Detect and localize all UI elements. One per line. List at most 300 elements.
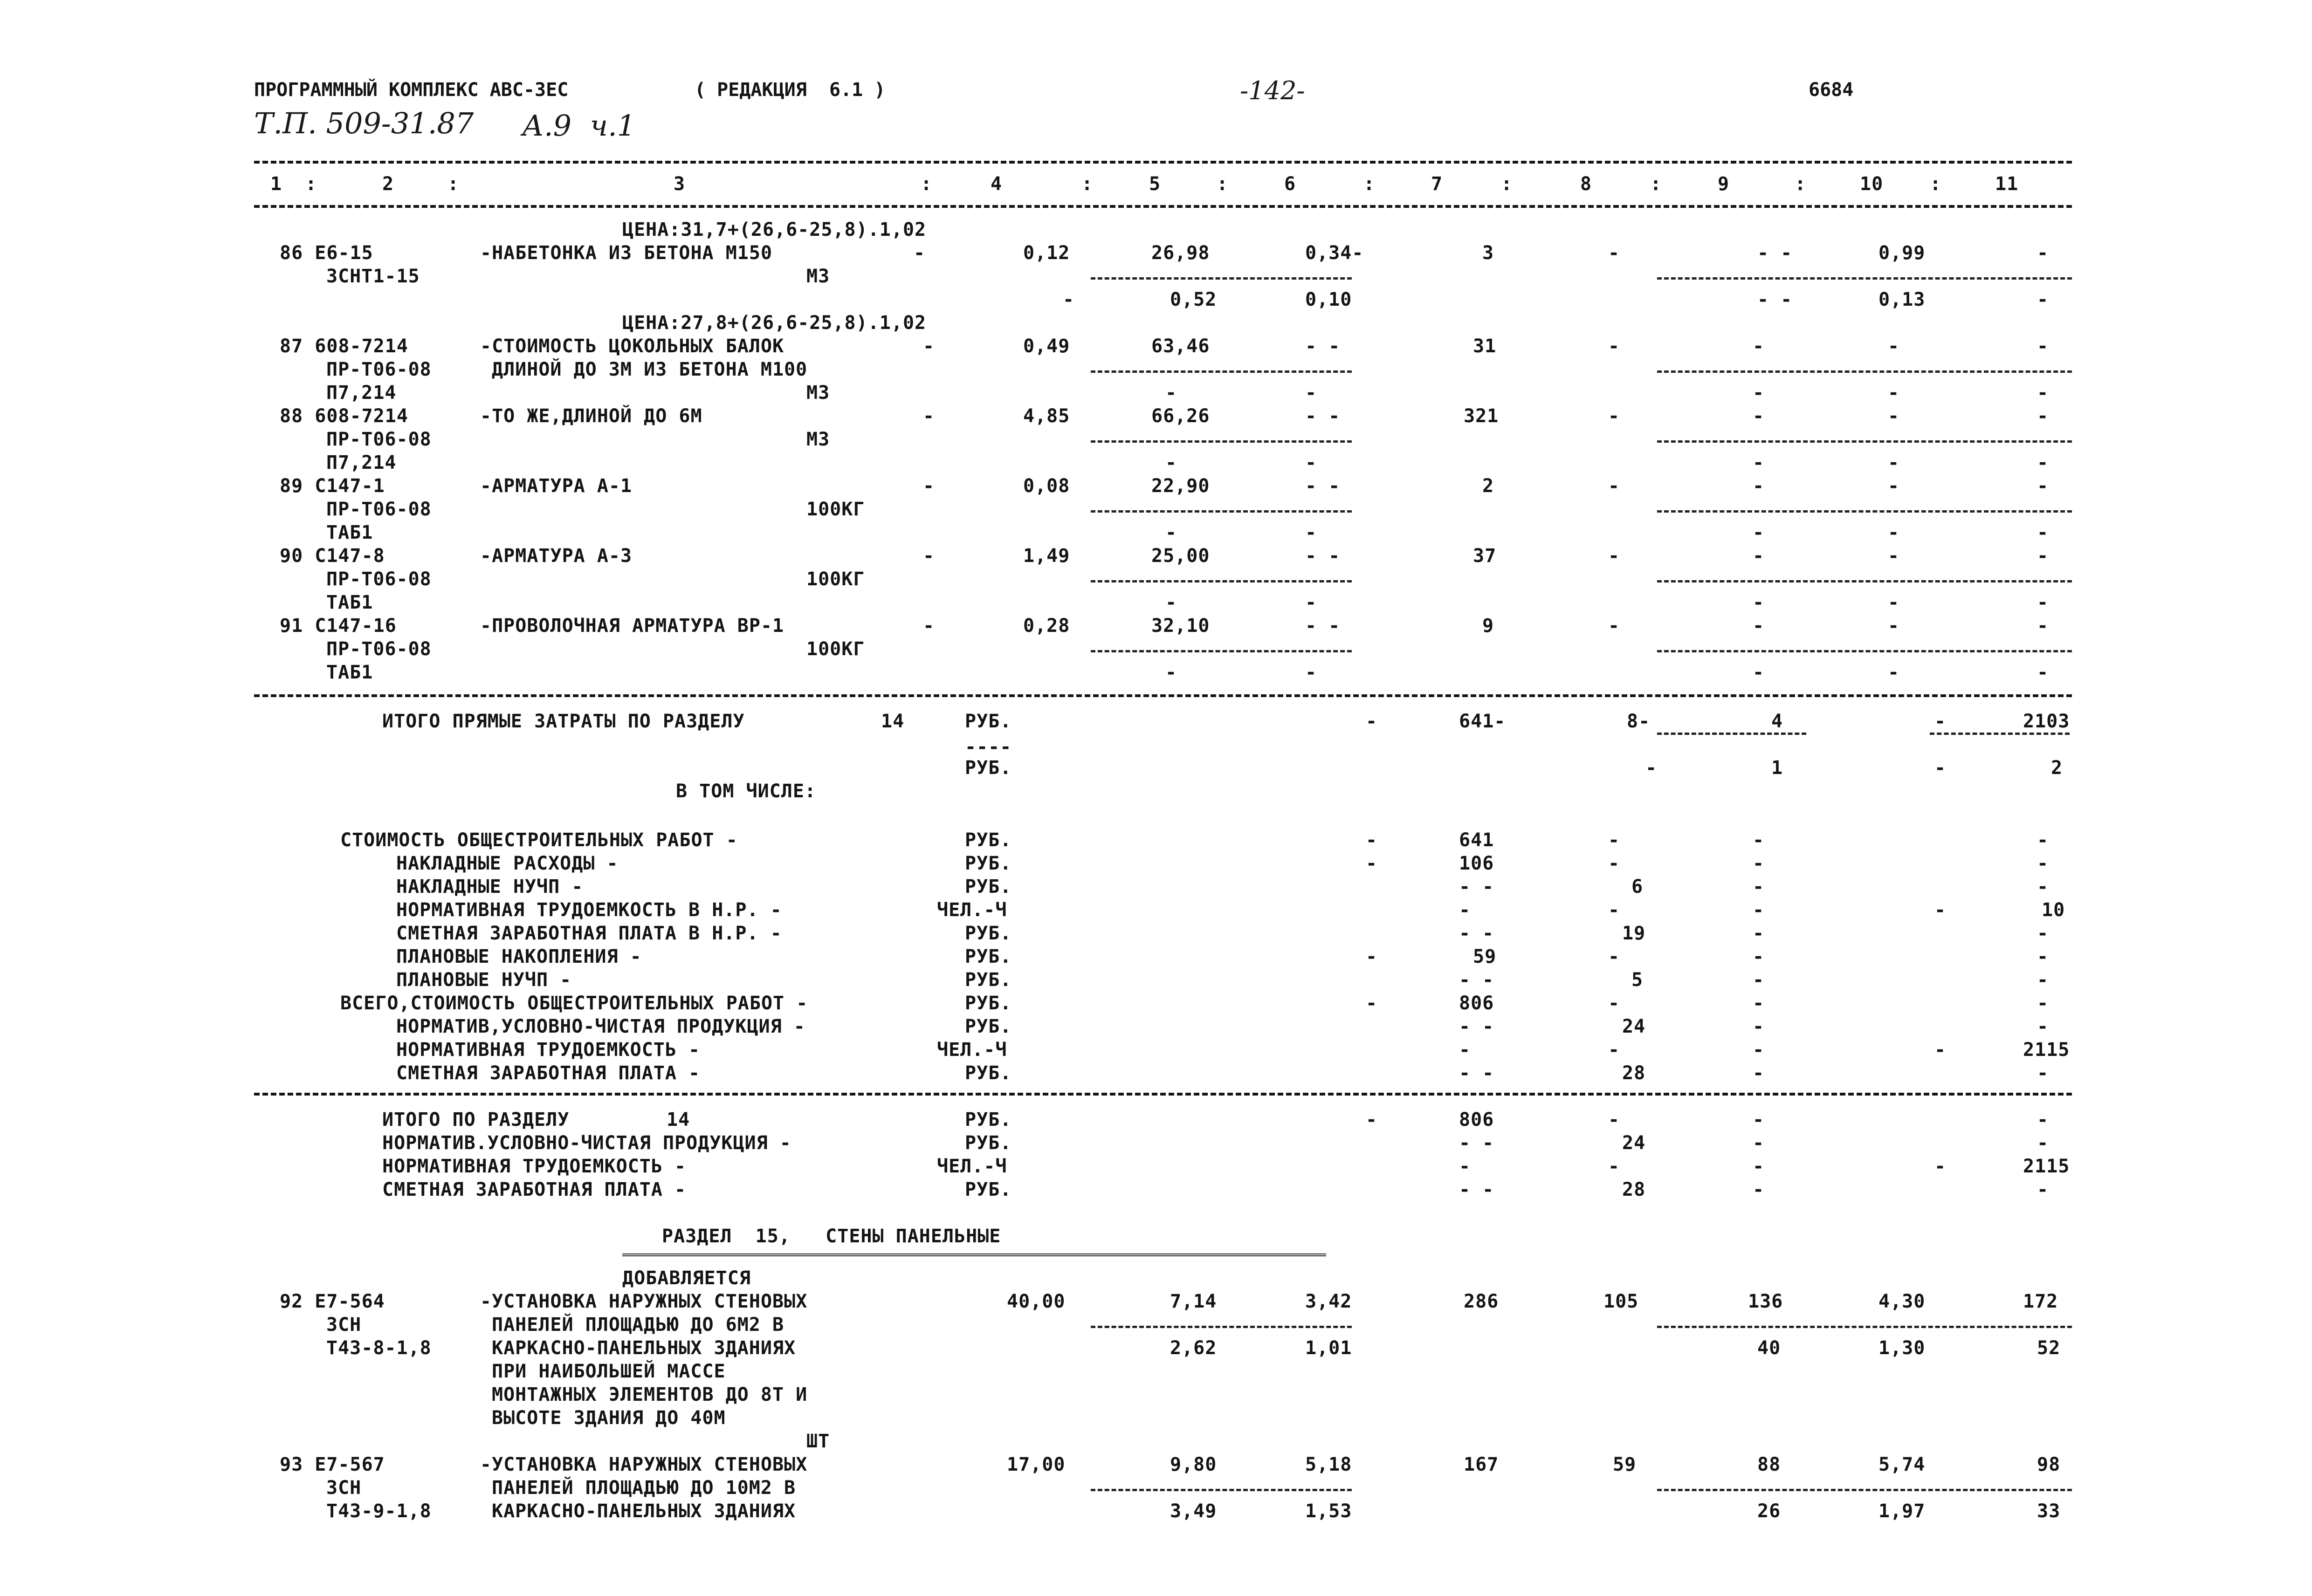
table-cell-r93a: 5,18	[1305, 1454, 1352, 1475]
table-cell-r89a: -АРМАТУРА А-1	[480, 475, 633, 497]
handwritten-project-number: Т.П. 509-31.87	[254, 106, 474, 140]
table-cell-i1: РУБ.	[965, 1109, 1012, 1130]
table-cell-s5: -	[2037, 923, 2049, 944]
table-cell-r92c: 1,01	[1305, 1337, 1352, 1359]
table-cell-r88b: ПР-Т06-08	[326, 429, 432, 450]
table-cell-r93a: 5,74	[1878, 1454, 1926, 1475]
table-cell-r86c: 0,52	[1170, 289, 1217, 310]
table-cell-r92a: 7,14	[1170, 1291, 1217, 1312]
table-cell-s6: -	[1366, 946, 1378, 967]
table-cell-r88c: П7,214	[326, 452, 397, 473]
table-cell-s8: -	[1753, 993, 1765, 1014]
table-cell-s10: -	[1934, 1039, 1947, 1061]
table-cell-r86c: 0,10	[1305, 289, 1352, 310]
table-cell-r86a: 0,34-	[1305, 242, 1364, 264]
table-cell-i2: -	[2037, 1132, 2049, 1154]
table-cell-r87c: -	[1888, 382, 1900, 404]
table-cell-r87a: -СТОИМОСТЬ ЦОКОЛЬНЫХ БАЛОК	[480, 336, 784, 357]
table-cell-r92g: ШТ	[806, 1431, 830, 1452]
table-cell-r87c: -	[1305, 382, 1317, 404]
table-cell-r93c: 1,53	[1305, 1500, 1352, 1522]
section-summary-rule	[254, 1093, 2072, 1096]
table-cell-r90a: 37	[1473, 545, 1497, 567]
table-cell-s1: -	[1753, 829, 1765, 851]
table-cell-i3: -	[1934, 1156, 1947, 1177]
table-cell-r92a: 92 Е7-564	[280, 1291, 385, 1312]
table-cell-r89a: 2	[1482, 475, 1494, 497]
table-cell-r89c: -	[1753, 522, 1765, 543]
table-cell-r86a: - -	[1757, 242, 1793, 264]
table-cell-r86a: -	[914, 242, 926, 264]
table-cell-r91c: -	[1888, 662, 1900, 683]
column-separator: :	[921, 173, 933, 195]
table-cell-s2: -	[2037, 853, 2049, 874]
table-cell-r89a: -	[2037, 475, 2049, 497]
table-cell-r90c: -	[1165, 592, 1177, 613]
table-cell-s4: -	[1753, 899, 1765, 921]
table-cell-s5: 19	[1622, 923, 1646, 944]
table-cell-r90c: -	[2037, 592, 2049, 613]
table-cell-r87a: 31	[1473, 336, 1497, 357]
column-header-4: 4	[991, 173, 1003, 195]
table-cell-r93a: 9,80	[1170, 1454, 1217, 1475]
table-cell-r87a: 0,49	[1023, 336, 1070, 357]
table-cell-s9: 24	[1622, 1016, 1646, 1037]
table-cell-tot3: РУБ.	[965, 757, 1012, 779]
table-cell-r89a: 89 С147-1	[280, 475, 385, 497]
table-cell-r90a: -	[1753, 545, 1765, 567]
table-cell-s5: -	[1753, 923, 1765, 944]
table-cell-r93c: 1,97	[1878, 1500, 1926, 1522]
table-cell-s11: 28	[1622, 1062, 1646, 1084]
table-cell-r87a: -	[1888, 336, 1900, 357]
column-header-9: 9	[1718, 173, 1730, 195]
table-cell-s1: 641	[1459, 829, 1494, 851]
cell-separator	[1930, 733, 2070, 735]
table-cell-i1: -	[1608, 1109, 1620, 1130]
table-cell-i2: НОРМАТИВ.УСЛОВНО-ЧИСТАЯ ПРОДУКЦИЯ -	[382, 1132, 791, 1154]
table-cell-r93b: ПАНЕЛЕЙ ПЛОЩАДЬЮ ДО 10М2 В	[492, 1477, 796, 1499]
table-cell-r89c: -	[1165, 522, 1177, 543]
table-cell-r87b: ПР-Т06-08	[326, 359, 432, 380]
table-cell-i2: 24	[1622, 1132, 1646, 1154]
table-cell-r87c: -	[1165, 382, 1177, 404]
table-cell-s7: РУБ.	[965, 969, 1012, 991]
table-cell-s7: ПЛАНОВЫЕ НУЧП -	[396, 969, 572, 991]
table-cell-i1: -	[1753, 1109, 1765, 1130]
table-cell-r88c: -	[1753, 452, 1765, 473]
table-cell-r93c: КАРКАСНО-ПАНЕЛЬНЫХ ЗДАНИЯХ	[492, 1500, 796, 1522]
table-cell-r91c: ТАБ1	[326, 662, 373, 683]
cell-separator	[1091, 650, 1352, 652]
table-cell-s7: -	[2037, 969, 2049, 991]
table-cell-s9: -	[1753, 1016, 1765, 1037]
table-cell-r89c: -	[1305, 522, 1317, 543]
table-cell-s2: РУБ.	[965, 853, 1012, 874]
table-cell-r89a: -	[1608, 475, 1620, 497]
table-cell-r92c: 52	[2037, 1337, 2061, 1359]
table-cell-r88c: -	[1888, 452, 1900, 473]
table-cell-r89a: -	[923, 475, 935, 497]
table-cell-s6: 59	[1473, 946, 1497, 967]
table-cell-r93a: 93 Е7-567	[280, 1454, 385, 1475]
table-cell-r91a: 91 С147-16	[280, 615, 397, 637]
table-cell-s11: РУБ.	[965, 1062, 1012, 1084]
table-cell-r93a: 167	[1464, 1454, 1499, 1475]
table-cell-r86b: М3	[806, 266, 830, 287]
table-cell-r91b: 100КГ	[806, 638, 865, 660]
table-cell-s8: -	[1608, 993, 1620, 1014]
cell-separator	[1657, 1326, 2072, 1328]
column-separator: :	[1650, 173, 1662, 195]
table-cell-r92f: ВЫСОТЕ ЗДАНИЯ ДО 40М	[492, 1407, 726, 1429]
table-cell-r90a: -	[923, 545, 935, 567]
program-title: ПРОГРАММНЫЙ КОМПЛЕКС АВС-3ЕС	[254, 79, 569, 101]
table-cell-tot3: 2	[2051, 757, 2063, 779]
table-cell-r92a: 105	[1603, 1291, 1639, 1312]
table-cell-r86a: -	[2037, 242, 2049, 264]
column-separator: :	[1930, 173, 1942, 195]
table-cell-r90b: 100КГ	[806, 569, 865, 590]
table-cell-r87a: -	[923, 336, 935, 357]
table-cell-r92c: 40	[1757, 1337, 1781, 1359]
table-cell-r90c: ТАБ1	[326, 592, 373, 613]
table-cell-r88c: -	[1165, 452, 1177, 473]
table-cell-r88a: -	[1608, 405, 1620, 427]
table-cell-r86a: 0,12	[1023, 242, 1070, 264]
table-cell-tot1: 641-	[1459, 711, 1506, 732]
table-cell-r90a: -	[1608, 545, 1620, 567]
table-cell-tot3: -	[1934, 757, 1947, 779]
table-cell-s10: -	[1753, 1039, 1765, 1061]
table-cell-r87a: -	[1608, 336, 1620, 357]
table-cell-r87a: -	[1753, 336, 1765, 357]
table-cell-r90b: ПР-Т06-08	[326, 569, 432, 590]
table-cell-s10: -	[1608, 1039, 1620, 1061]
table-cell-r91a: 9	[1482, 615, 1494, 637]
table-cell-s4: 10	[2042, 899, 2065, 921]
table-cell-s4: ЧЕЛ.-Ч	[937, 899, 1007, 921]
table-top-rule	[254, 161, 2072, 164]
cell-separator	[1091, 510, 1352, 513]
table-cell-r86b: ЗСНТ1-15	[326, 266, 420, 287]
table-cell-s10: НОРМАТИВНАЯ ТРУДОЕМКОСТЬ -	[396, 1039, 701, 1061]
table-cell-r87c: П7,214	[326, 382, 397, 404]
table-cell-s2: НАКЛАДНЫЕ РАСХОДЫ -	[396, 853, 619, 874]
table-cell-i2: - -	[1459, 1132, 1494, 1154]
table-cell-r93a: 59	[1613, 1454, 1637, 1475]
table-cell-r86c: 0,13	[1878, 289, 1926, 310]
table-cell-r87a: -	[2037, 336, 2049, 357]
table-cell-r87c: М3	[806, 382, 830, 404]
table-cell-r92c: Т43-8-1,8	[326, 1337, 432, 1359]
cell-separator	[1657, 733, 1806, 735]
table-cell-s4: -	[1608, 899, 1620, 921]
table-cell-tot1: -	[1934, 711, 1947, 732]
table-cell-i2: РУБ.	[965, 1132, 1012, 1154]
table-cell-s1: -	[2037, 829, 2049, 851]
table-cell-r92c: КАРКАСНО-ПАНЕЛЬНЫХ ЗДАНИЯХ	[492, 1337, 796, 1359]
table-cell-r92a: -УСТАНОВКА НАРУЖНЫХ СТЕНОВЫХ	[480, 1291, 808, 1312]
table-cell-i4: -	[2037, 1179, 2049, 1200]
table-cell-i1: -	[1366, 1109, 1378, 1130]
table-cell-r87a: 63,46	[1151, 336, 1210, 357]
table-cell-i1: 14	[667, 1109, 690, 1130]
handwritten-part-number: А.9 ч.1	[522, 109, 636, 143]
cell-separator	[1091, 580, 1352, 582]
table-cell-tot1: -	[1366, 711, 1378, 732]
column-header-8: 8	[1580, 173, 1592, 195]
table-cell-s11: СМЕТНАЯ ЗАРАБОТНАЯ ПЛАТА -	[396, 1062, 701, 1084]
table-cell-s11: - -	[1459, 1062, 1494, 1084]
column-header-5: 5	[1149, 173, 1161, 195]
table-cell-i3: НОРМАТИВНАЯ ТРУДОЕМКОСТЬ -	[382, 1156, 687, 1177]
table-cell-i4: 28	[1622, 1179, 1646, 1200]
table-cell-i3: -	[1753, 1156, 1765, 1177]
table-cell-price87: ЦЕНА:27,8+(26,6-25,8).1,02	[622, 312, 927, 334]
table-cell-s10: -	[1459, 1039, 1471, 1061]
cell-separator	[1657, 1489, 2072, 1491]
table-cell-r91c: -	[1305, 662, 1317, 683]
table-cell-s2: 106	[1459, 853, 1494, 874]
table-cell-r91a: -	[1753, 615, 1765, 637]
column-separator: :	[447, 173, 460, 195]
table-cell-r89c: -	[2037, 522, 2049, 543]
table-cell-r86a: 86 Е6-15	[280, 242, 373, 264]
table-cell-r91a: -	[2037, 615, 2049, 637]
table-cell-r93a: 88	[1757, 1454, 1781, 1475]
table-cell-r91a: 0,28	[1023, 615, 1070, 637]
table-cell-r91a: - -	[1305, 615, 1341, 637]
table-cell-tot2: ----	[965, 736, 1012, 758]
table-cell-r89b: 100КГ	[806, 499, 865, 520]
table-cell-r88a: -	[1888, 405, 1900, 427]
table-cell-r93a: 98	[2037, 1454, 2061, 1475]
section-total-rule	[254, 694, 2072, 697]
table-cell-r92a: 136	[1748, 1291, 1783, 1312]
table-cell-s3: -	[1753, 876, 1765, 897]
table-cell-s1: -	[1366, 829, 1378, 851]
table-cell-s11: -	[1753, 1062, 1765, 1084]
table-cell-r93b: ЗСН	[326, 1477, 362, 1499]
table-cell-s3: - -	[1459, 876, 1494, 897]
column-header-11: 11	[1995, 173, 2019, 195]
column-header-6: 6	[1284, 173, 1296, 195]
table-cell-r92c: 2,62	[1170, 1337, 1217, 1359]
table-cell-i1: -	[2037, 1109, 2049, 1130]
table-cell-r90c: -	[1888, 592, 1900, 613]
table-cell-s9: НОРМАТИВ,УСЛОВНО-ЧИСТАЯ ПРОДУКЦИЯ -	[396, 1016, 805, 1037]
cell-separator	[1657, 650, 2072, 652]
cell-separator	[1657, 440, 2072, 443]
table-cell-r88a: 88 608-7214	[280, 405, 408, 427]
table-cell-r93c: Т43-9-1,8	[326, 1500, 432, 1522]
table-cell-i3: 2115	[2023, 1156, 2070, 1177]
table-cell-r90a: 90 С147-8	[280, 545, 385, 567]
column-header-7: 7	[1431, 173, 1443, 195]
table-cell-r90a: - -	[1305, 545, 1341, 567]
table-cell-r89a: -	[1753, 475, 1765, 497]
table-cell-tot1: РУБ.	[965, 711, 1012, 732]
table-cell-r92a: 4,30	[1878, 1291, 1926, 1312]
table-cell-r92a: 172	[2023, 1291, 2058, 1312]
table-cell-r86a: 3	[1482, 242, 1494, 264]
table-cell-tot1: 4	[1771, 711, 1783, 732]
column-separator: :	[1363, 173, 1376, 195]
table-cell-r86a: 26,98	[1151, 242, 1210, 264]
cell-separator	[1091, 1489, 1352, 1491]
table-cell-s1: СТОИМОСТЬ ОБЩЕСТРОИТЕЛЬНЫХ РАБОТ -	[340, 829, 738, 851]
table-cell-r92a: 40,00	[1007, 1291, 1066, 1312]
table-cell-tot1: 2103	[2023, 711, 2070, 732]
column-separator: :	[1795, 173, 1807, 195]
document-code: 6684	[1809, 79, 1854, 101]
table-cell-s7: - -	[1459, 969, 1494, 991]
column-separator: :	[1501, 173, 1513, 195]
table-cell-r90a: -	[1888, 545, 1900, 567]
table-cell-tot3: 1	[1771, 757, 1783, 779]
table-cell-r92a: 3,42	[1305, 1291, 1352, 1312]
table-cell-r92b: ЗСН	[326, 1314, 362, 1336]
table-cell-s11: -	[2037, 1062, 2049, 1084]
table-cell-r86a: -	[1608, 242, 1620, 264]
column-header-1: 1	[270, 173, 282, 195]
table-cell-s6: РУБ.	[965, 946, 1012, 967]
table-cell-s2: -	[1608, 853, 1620, 874]
table-cell-s5: СМЕТНАЯ ЗАРАБОТНАЯ ПЛАТА В Н.Р. -	[396, 923, 782, 944]
table-cell-s4: НОРМАТИВНАЯ ТРУДОЕМКОСТЬ В Н.Р. -	[396, 899, 782, 921]
table-cell-sec15: РАЗДЕЛ 15, СТЕНЫ ПАНЕЛЬНЫЕ	[662, 1226, 1001, 1247]
table-cell-s1: РУБ.	[965, 829, 1012, 851]
table-cell-r88c: -	[1305, 452, 1317, 473]
table-cell-r87a: 87 608-7214	[280, 336, 408, 357]
table-cell-r93a: -УСТАНОВКА НАРУЖНЫХ СТЕНОВЫХ	[480, 1454, 808, 1475]
table-cell-s10: 2115	[2023, 1039, 2070, 1061]
table-cell-r91a: -	[1888, 615, 1900, 637]
table-cell-tot1: ИТОГО ПРЯМЫЕ ЗАТРАТЫ ПО РАЗДЕЛУ	[382, 711, 745, 732]
table-cell-r90a: 25,00	[1151, 545, 1210, 567]
table-cell-r92e: МОНТАЖНЫХ ЭЛЕМЕНТОВ ДО 8Т И	[492, 1384, 808, 1405]
table-cell-r91a: -ПРОВОЛОЧНАЯ АРМАТУРА ВР-1	[480, 615, 784, 637]
table-cell-r88c: -	[2037, 452, 2049, 473]
table-cell-r91b: ПР-Т06-08	[326, 638, 432, 660]
table-cell-r90a: -	[2037, 545, 2049, 567]
cell-separator	[1091, 370, 1352, 373]
table-cell-r91c: -	[2037, 662, 2049, 683]
table-cell-r88a: -ТО ЖЕ,ДЛИНОЙ ДО 6М	[480, 405, 702, 427]
table-cell-r86a: 0,99	[1878, 242, 1926, 264]
table-cell-r93a: 17,00	[1007, 1454, 1066, 1475]
table-cell-r93c: 26	[1757, 1500, 1781, 1522]
table-cell-r87a: - -	[1305, 336, 1341, 357]
table-cell-s3: РУБ.	[965, 876, 1012, 897]
table-cell-s6: -	[1753, 946, 1765, 967]
table-cell-s2: -	[1366, 853, 1378, 874]
table-cell-r89b: ПР-Т06-08	[326, 499, 432, 520]
table-cell-tot1: 14	[881, 711, 905, 732]
cell-separator	[1091, 1326, 1352, 1328]
table-cell-i4: - -	[1459, 1179, 1494, 1200]
table-cell-r88a: -	[1753, 405, 1765, 427]
column-header-10: 10	[1860, 173, 1884, 195]
table-cell-r93c: 3,49	[1170, 1500, 1217, 1522]
table-cell-r86c: - -	[1757, 289, 1793, 310]
table-cell-r91a: -	[1608, 615, 1620, 637]
table-cell-r88a: - -	[1305, 405, 1341, 427]
table-cell-r92b: ПАНЕЛЕЙ ПЛОЩАДЬЮ ДО 6М2 В	[492, 1314, 784, 1336]
table-cell-r88a: -	[923, 405, 935, 427]
table-cell-add: ДОБАВЛЯЕТСЯ	[622, 1267, 751, 1289]
table-cell-r89a: - -	[1305, 475, 1341, 497]
table-cell-s7: -	[1753, 969, 1765, 991]
table-cell-tot3: -	[1645, 757, 1658, 779]
table-cell-r90c: -	[1305, 592, 1317, 613]
table-cell-r90c: -	[1753, 592, 1765, 613]
table-cell-s8: ВСЕГО,СТОИМОСТЬ ОБЩЕСТРОИТЕЛЬНЫХ РАБОТ -	[340, 993, 808, 1014]
table-cell-s3: 6	[1631, 876, 1644, 897]
table-cell-i1: 806	[1459, 1109, 1494, 1130]
table-cell-s8: 806	[1459, 993, 1494, 1014]
table-cell-i4: РУБ.	[965, 1179, 1012, 1200]
table-cell-i3: ЧЕЛ.-Ч	[937, 1156, 1007, 1177]
table-cell-s10: ЧЕЛ.-Ч	[937, 1039, 1007, 1061]
table-cell-r91c: -	[1753, 662, 1765, 683]
column-header-2: 2	[382, 173, 394, 195]
cell-separator	[1657, 277, 2072, 280]
table-cell-i1: ИТОГО ПО РАЗДЕЛУ	[382, 1109, 570, 1130]
table-cell-r89a: 22,90	[1151, 475, 1210, 497]
table-cell-s6: ПЛАНОВЫЕ НАКОПЛЕНИЯ -	[396, 946, 642, 967]
table-cell-r87c: -	[2037, 382, 2049, 404]
table-cell-r87b: ДЛИНОЙ ДО 3М ИЗ БЕТОНА М100	[492, 359, 808, 380]
table-cell-r88a: 321	[1464, 405, 1499, 427]
table-cell-price86: ЦЕНА:31,7+(26,6-25,8).1,02	[622, 219, 927, 240]
table-cell-r88a: -	[2037, 405, 2049, 427]
table-cell-s3: НАКЛАДНЫЕ НУЧП -	[396, 876, 584, 897]
table-cell-s9: - -	[1459, 1016, 1494, 1037]
table-cell-r89c: -	[1888, 522, 1900, 543]
cell-separator	[1091, 440, 1352, 443]
table-cell-s9: РУБ.	[965, 1016, 1012, 1037]
table-cell-r91a: 32,10	[1151, 615, 1210, 637]
edition-label: ( РЕДАКЦИЯ 6.1 )	[695, 79, 886, 101]
column-separator: :	[305, 173, 317, 195]
table-cell-i3: -	[1459, 1156, 1471, 1177]
section-title-underline	[622, 1254, 1326, 1256]
table-cell-r89c: ТАБ1	[326, 522, 373, 543]
table-cell-i3: -	[1608, 1156, 1620, 1177]
table-cell-s9: -	[2037, 1016, 2049, 1037]
table-cell-s6: -	[1608, 946, 1620, 967]
cell-separator	[1657, 510, 2072, 513]
table-cell-r86c: -	[1063, 289, 1075, 310]
table-cell-s8: -	[2037, 993, 2049, 1014]
table-cell-r92d: ПРИ НАИБОЛЬШЕЙ МАССЕ	[492, 1361, 726, 1382]
table-cell-r93c: 33	[2037, 1500, 2061, 1522]
table-cell-s8: -	[1366, 993, 1378, 1014]
cell-separator	[1657, 580, 2072, 582]
table-cell-r92c: 1,30	[1878, 1337, 1926, 1359]
table-cell-s2: -	[1753, 853, 1765, 874]
table-cell-r92a: 286	[1464, 1291, 1499, 1312]
table-cell-r91a: -	[923, 615, 935, 637]
column-header-rule	[254, 205, 2072, 208]
page-number: -142-	[1240, 76, 1305, 105]
table-cell-s4: -	[1459, 899, 1471, 921]
table-cell-s3: -	[2037, 876, 2049, 897]
table-cell-s4: -	[1934, 899, 1947, 921]
column-header-3: 3	[674, 173, 686, 195]
